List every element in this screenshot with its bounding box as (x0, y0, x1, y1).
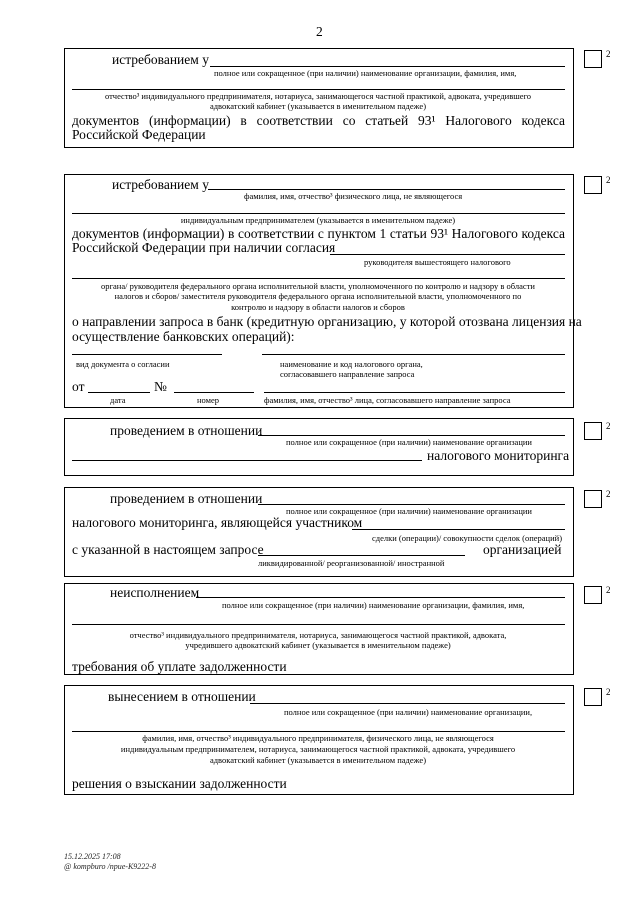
s4-text-2: с указанной в настоящем запросе (72, 542, 264, 557)
s2-line-1[interactable] (208, 189, 565, 190)
s6-hint-4: адвокатский кабинет (указывается в именительном падеже) (209, 755, 427, 765)
checkbox-number-4: 2 (606, 489, 611, 499)
checkbox-number-3: 2 (606, 421, 611, 431)
s5-line-2[interactable] (72, 624, 565, 625)
s2-line-doc-type[interactable] (72, 354, 222, 355)
s3-hint-1: полное или сокращенное (при наличии) наименование организации (286, 437, 532, 447)
s2-text-1: документов (информации) в соответствии с пунктом 1 статьи 93¹ Налогового кодекса (72, 226, 565, 241)
page-number: 2 (316, 24, 323, 39)
checkbox-number-5: 2 (606, 585, 611, 595)
s2-hint-4: органа/ руководителя федерального органа исполнительной власти, уполномоченного по контролю и надзору в области (101, 281, 535, 291)
s2-lead: истребованием у (112, 177, 209, 192)
s6-hint-3: индивидуальным предпринимателем, нотариуса, занимающегося частной практикой, адвоката, учредившего (120, 744, 516, 754)
s1-hint-2: отчество³ индивидуального предпринимателя, нотариуса, занимающегося частной практикой, адвоката, учредившего (104, 91, 532, 101)
footer-source: @ kompburo /npue-K9222-8 (64, 862, 156, 871)
s2-num-label: № (154, 379, 167, 394)
s3-line-2[interactable] (72, 460, 422, 461)
s2-hint-9: согласовавшего направление запроса (280, 369, 415, 379)
checkbox-number-2: 2 (606, 175, 611, 185)
s4-line-2[interactable] (352, 529, 565, 530)
s2-hint-7: вид документа о согласии (76, 359, 170, 369)
s6-lead: вынесением в отношении (108, 689, 256, 704)
s2-hint-10: фамилия, имя, отчество³ лица, согласовавшего направление запроса (264, 395, 511, 405)
s6-line-1[interactable] (250, 703, 565, 704)
s1-lead: истребованием у (112, 52, 209, 67)
s3-lead: проведением в отношении (110, 423, 263, 438)
s2-hint-8: наименование и код налогового органа, (280, 359, 423, 369)
s4-text-1: налогового мониторинга, являющейся участником (72, 515, 363, 530)
s4-hint-1: полное или сокращенное (при наличии) наименование организации (286, 506, 532, 516)
s3-line-1[interactable] (258, 435, 565, 436)
s3-text-1: налогового мониторинга (427, 448, 570, 463)
s2-hint-5: налогов и сборов/ заместителя руководителя федерального органа исполнительной власти, уполномоченного по (114, 291, 522, 301)
s6-line-2[interactable] (72, 731, 565, 732)
s2-line-4[interactable] (72, 278, 565, 279)
checkbox-4[interactable] (584, 490, 602, 508)
s4-line-3[interactable] (258, 555, 465, 556)
checkbox-2[interactable] (584, 176, 602, 194)
s2-from-label: от (72, 379, 85, 394)
s2-line-2[interactable] (72, 213, 565, 214)
checkbox-3[interactable] (584, 422, 602, 440)
s2-line-date[interactable] (88, 392, 150, 393)
s5-hint-2: отчество³ индивидуального предпринимателя, нотариуса, занимающегося частной практикой, адвоката, (129, 630, 507, 640)
checkbox-1[interactable] (584, 50, 602, 68)
s2-line-3[interactable] (330, 254, 565, 255)
s5-lead: неисполнением (110, 585, 200, 600)
s6-hint-1: полное или сокращенное (при наличии) наименование организации, (284, 707, 533, 717)
s2-text-3: о направлении запроса в банк (кредитную организацию, у которой отозвана лицензия на (72, 314, 582, 329)
s2-line-tax-authority[interactable] (262, 354, 565, 355)
s4-line-1[interactable] (258, 504, 565, 505)
s2-hint-1: фамилия, имя, отчество³ физического лица, не являющегося (244, 191, 463, 201)
s2-hint-3: руководителя вышестоящего налогового (364, 257, 511, 267)
footer-timestamp: 15.12.2025 17:08 (64, 852, 121, 861)
s1-line-1[interactable] (210, 66, 565, 67)
s5-hint-3: учредившего адвокатский кабинет (указывается в именительном падеже) (185, 640, 451, 650)
s4-text-3: организацией (483, 542, 562, 557)
s2-hint-number: номер (197, 395, 220, 405)
s2-hint-date: дата (110, 395, 126, 405)
checkbox-5[interactable] (584, 586, 602, 604)
s2-hint-2: индивидуальным предпринимателем (указывается в именительном падеже) (180, 215, 456, 225)
checkbox-number-6: 2 (606, 687, 611, 697)
checkbox-6[interactable] (584, 688, 602, 706)
s2-text-2: Российской Федерации при наличии согласия (72, 240, 336, 255)
checkbox-number-1: 2 (606, 49, 611, 59)
s1-hint-3: адвокатский кабинет (указывается в именительном падеже) (209, 101, 427, 111)
s1-text-2: Российской Федерации (72, 127, 206, 142)
s6-hint-2: фамилия, имя, отчество³ индивидуального предпринимателя, физического лица, не являющегося (142, 733, 494, 743)
s1-line-2[interactable] (72, 89, 565, 90)
s4-hint-3: ликвидированной/ реорганизованной/ иностранной (258, 558, 445, 568)
s2-hint-6: контролю и надзору в области налогов и сборов (231, 302, 405, 312)
s1-text-1: документов (информации) в соответствии со статьей 93¹ Налогового кодекса (72, 113, 565, 128)
s2-text-4: осуществление банковских операций): (72, 329, 295, 344)
s2-line-person[interactable] (264, 392, 565, 393)
s4-lead: проведением в отношении (110, 491, 263, 506)
s1-hint-1: полное или сокращенное (при наличии) наименование организации, фамилия, имя, (214, 68, 517, 78)
s4-hint-2: сделки (операции)/ совокупности сделок (операций) (372, 533, 563, 543)
s6-text-1: решения о взыскании задолженности (72, 776, 287, 791)
s5-hint-1: полное или сокращенное (при наличии) наименование организации, фамилия, имя, (222, 600, 525, 610)
s2-line-number[interactable] (174, 392, 254, 393)
s5-text-1: требования об уплате задолженности (72, 659, 287, 674)
s5-line-1[interactable] (196, 597, 565, 598)
